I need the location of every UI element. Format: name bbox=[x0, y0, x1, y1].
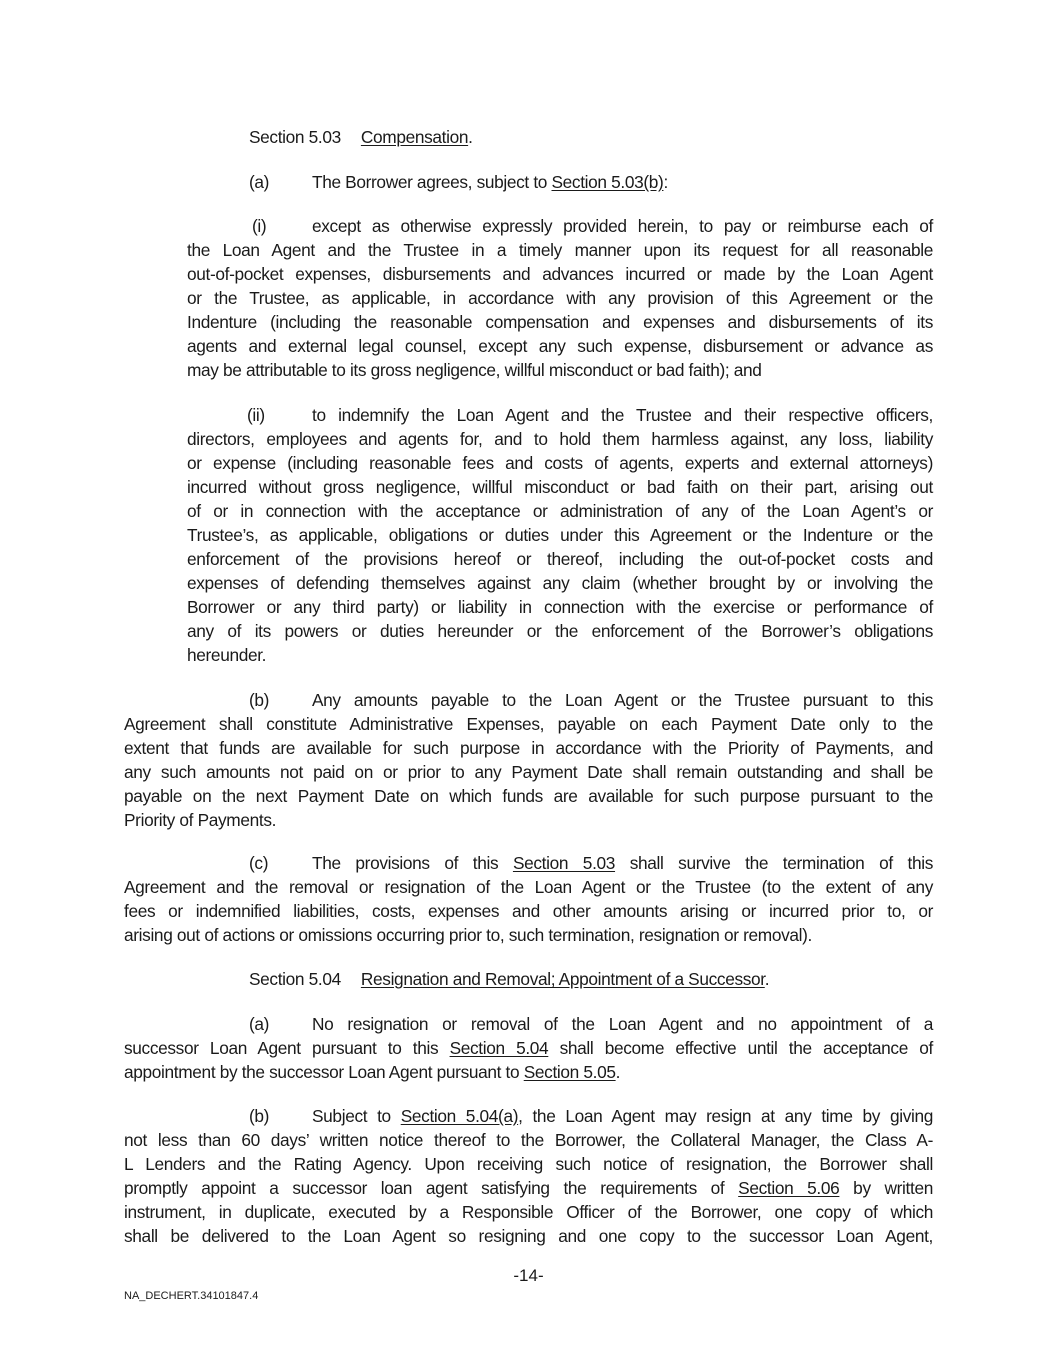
line-text: by written bbox=[839, 1178, 933, 1198]
cross-reference: Section 5.06 bbox=[738, 1178, 840, 1198]
paragraph-line bbox=[124, 1036, 933, 1060]
section-title: Compensation bbox=[360, 127, 469, 147]
line-text: successor Loan Agent pursuant to this bbox=[124, 1038, 450, 1058]
paragraph-text: The Borrower agrees, subject to bbox=[312, 172, 552, 192]
paragraph-line: enforcement of the provisions hereof or thereof, including the out-of-pocket costs and bbox=[187, 549, 933, 569]
line-text: except as otherwise expressly provided herein, to pay or reimburse each of bbox=[312, 216, 933, 236]
paragraph-line: may be attributable to its gross negligence, willful misconduct or bad faith); and bbox=[187, 360, 762, 380]
page-number: -14- bbox=[513, 1266, 544, 1285]
line-text: appointment by the successor Loan Agent pursuant to bbox=[124, 1062, 524, 1082]
paragraph-line bbox=[249, 1012, 933, 1036]
paragraph-line: or the Trustee, as applicable, in accordance with any provision of this Agreement or the bbox=[187, 288, 933, 308]
punctuation: . bbox=[764, 969, 770, 989]
paragraph-line: incurred without gross negligence, willful misconduct or bad faith on their part, arising out bbox=[187, 477, 933, 497]
paragraph-line: expenses of defending themselves against any claim (whether brought by or involving the bbox=[187, 573, 933, 593]
paragraph-line: hereunder. bbox=[187, 645, 267, 665]
paragraph-label: (a) bbox=[249, 1014, 270, 1034]
paragraph-line: Priority of Payments. bbox=[124, 810, 277, 830]
punctuation: . bbox=[468, 127, 473, 147]
line-text: No resignation or removal of the Loan Agent and no appointment of a bbox=[312, 1014, 933, 1034]
paragraph-line: out-of-pocket expenses, disbursements and advances incurred or made by the Loan Agent bbox=[187, 264, 933, 284]
line-text: The provisions of this bbox=[312, 853, 513, 873]
paragraph-line: extent that funds are available for such purpose in accordance with the Priority of Payments, and bbox=[124, 738, 933, 758]
line-text: , the Loan Agent may resign at any time by giving bbox=[518, 1106, 933, 1126]
paragraph-line: of or in connection with the acceptance or administration of any of the Loan Agent’s or bbox=[187, 501, 933, 521]
paragraph-line: not less than 60 days’ written notice thereof to the Borrower, the Collateral Manager, the Class A- bbox=[124, 1130, 933, 1150]
line-text: shall survive the termination of this bbox=[615, 853, 933, 873]
paragraph-line bbox=[252, 214, 933, 238]
paragraph-503-a bbox=[249, 170, 668, 194]
paragraph-line: any such amounts not paid on or prior to any Payment Date shall remain outstanding and shall be bbox=[124, 762, 933, 782]
line-text: promptly appoint a successor loan agent satisfying the requirements of bbox=[124, 1178, 739, 1198]
paragraph-line bbox=[249, 1104, 933, 1128]
paragraph-line: instrument, in duplicate, executed by a Responsible Officer of the Borrower, one copy of which bbox=[124, 1202, 933, 1222]
paragraph-line: agents and external legal counsel, except any such expense, disbursement or advance as bbox=[187, 336, 933, 356]
paragraph-label: (ii) bbox=[247, 405, 265, 425]
paragraph-line bbox=[124, 1176, 933, 1200]
paragraph-line: the Loan Agent and the Trustee in a timely manner upon its request for all reasonable bbox=[187, 240, 933, 260]
paragraph-line bbox=[247, 403, 933, 427]
paragraph-label: (a) bbox=[249, 172, 270, 192]
document-id: NA_DECHERT.34101847.4 bbox=[124, 1290, 259, 1302]
paragraph-line: Trustee’s, as applicable, obligations or duties under this Agreement or the Indenture or the bbox=[187, 525, 933, 545]
section-503-heading bbox=[249, 125, 473, 149]
paragraph-line: directors, employees and agents for, and to hold them harmless against, any loss, liability bbox=[187, 429, 933, 449]
paragraph-label: (i) bbox=[252, 216, 267, 236]
section-number: Section 5.03 bbox=[249, 127, 341, 147]
paragraph-line: Agreement shall constitute Administrative Expenses, payable on each Payment Date only to the bbox=[124, 714, 933, 734]
paragraph-line: payable on the next Payment Date on which funds are available for such purpose pursuant to the bbox=[124, 786, 933, 806]
line-text: Subject to bbox=[312, 1106, 401, 1126]
cross-reference: Section 5.05 bbox=[523, 1062, 616, 1082]
cross-reference: Section 5.04 bbox=[449, 1038, 549, 1058]
paragraph-line bbox=[249, 851, 933, 875]
paragraph-line: Borrower or any third party) or liability in connection with the exercise or performance of bbox=[187, 597, 933, 617]
paragraph-line: Indenture (including the reasonable compensation and expenses and disbursements of its bbox=[187, 312, 933, 332]
cross-reference: Section 5.04(a) bbox=[400, 1106, 519, 1126]
line-text: shall become effective until the acceptance of bbox=[548, 1038, 933, 1058]
section-504-heading bbox=[249, 967, 769, 991]
paragraph-line bbox=[249, 688, 933, 712]
section-title: Resignation and Removal; Appointment of a Successor bbox=[360, 969, 765, 989]
section-number: Section 5.04 bbox=[249, 969, 341, 989]
paragraph-label: (b) bbox=[249, 1106, 270, 1126]
paragraph-line: shall be delivered to the Loan Agent so resigning and one copy to the successor Loan Agent, bbox=[124, 1226, 933, 1246]
paragraph-line: Agreement and the removal or resignation of the Loan Agent or the Trustee (to the extent of any bbox=[124, 877, 933, 897]
paragraph-line: arising out of actions or omissions occurring prior to, such termination, resignation or removal). bbox=[124, 925, 812, 945]
paragraph-line: L Lenders and the Rating Agency. Upon receiving such notice of resignation, the Borrower shall bbox=[124, 1154, 933, 1174]
line-text: Any amounts payable to the Loan Agent or the Trustee pursuant to this bbox=[312, 690, 933, 710]
paragraph-line: any of its powers or duties hereunder or the enforcement of the Borrower’s obligations bbox=[187, 621, 933, 641]
paragraph-label: (c) bbox=[249, 853, 269, 873]
paragraph-label: (b) bbox=[249, 690, 270, 710]
punctuation: : bbox=[663, 172, 668, 192]
paragraph-line: fees or indemnified liabilities, costs, expenses and other amounts arising or incurred prior to, or bbox=[124, 901, 933, 921]
line-text: to indemnify the Loan Agent and the Trustee and their respective officers, bbox=[312, 405, 933, 425]
paragraph-line: or expense (including reasonable fees and costs of agents, experts and external attorneys) bbox=[187, 453, 933, 473]
paragraph-line bbox=[124, 1060, 620, 1084]
punctuation: . bbox=[615, 1062, 621, 1082]
cross-reference: Section 5.03 bbox=[512, 853, 616, 873]
cross-reference: Section 5.03(b) bbox=[551, 172, 664, 192]
